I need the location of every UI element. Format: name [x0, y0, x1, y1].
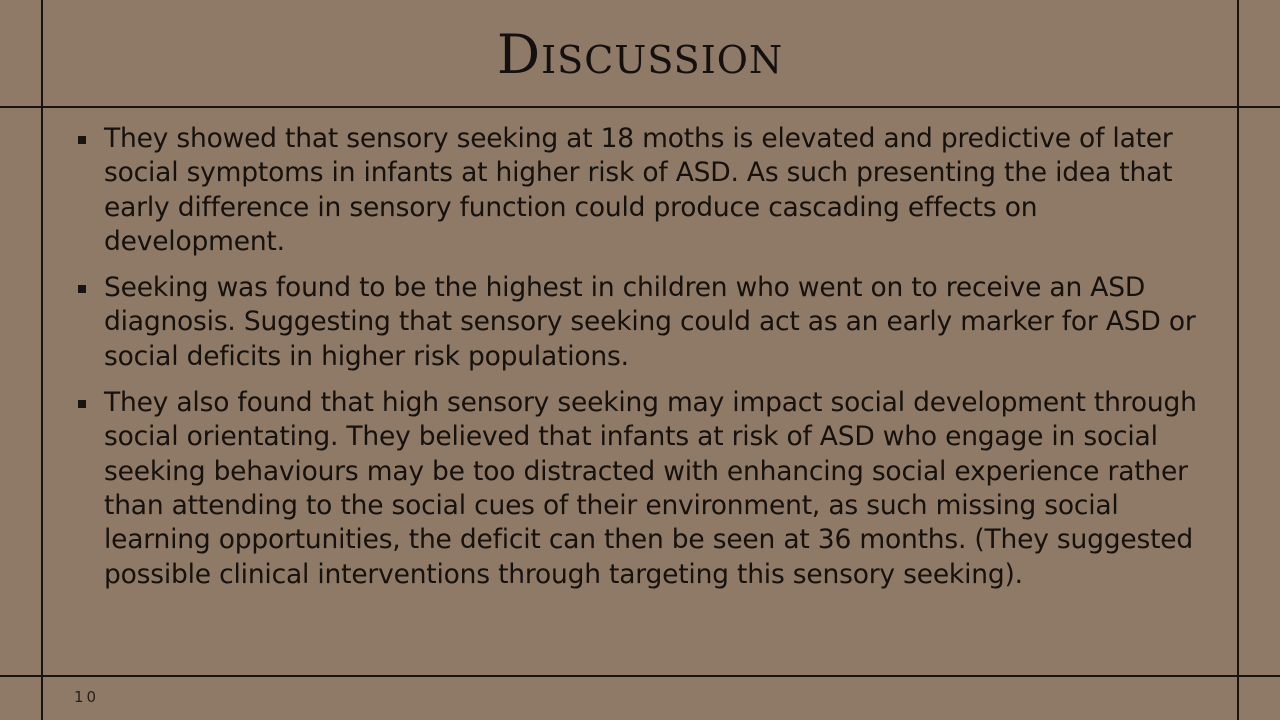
bullet-text: They showed that sensory seeking at 18 moths is elevated and predictive of later social symptoms in infants at higher risk of ASD. As such presenting the idea that early difference in sensory function could produce cascading effects on development.	[104, 123, 1173, 257]
slide-title: Discussion	[496, 23, 784, 86]
bullet-item	[76, 271, 1216, 374]
page-number: 10	[74, 688, 100, 706]
left-frame-line	[41, 0, 43, 720]
bullet-list	[76, 122, 1216, 604]
square-bullet-icon	[78, 400, 86, 408]
right-frame-line	[1237, 0, 1239, 720]
bullet-item	[76, 122, 1216, 259]
square-bullet-icon	[78, 136, 86, 144]
bullet-text: Seeking was found to be the highest in children who went on to receive an ASD diagnosis. Suggesting that sensory seeking could act as an early marker for ASD or social deficits in higher risk populations.	[104, 272, 1196, 372]
footer-divider-line	[0, 675, 1280, 677]
title-divider-line	[0, 106, 1280, 108]
square-bullet-icon	[78, 285, 86, 293]
bullet-item	[76, 386, 1216, 592]
bullet-text: They also found that high sensory seeking may impact social development through social orientating. They believed that infants at risk of ASD who engage in social seeking behaviours may be too distracted with enhancing social experience rather than attending to the social cues of their environment, as such missing social learning opportunities, the deficit can then be seen at 36 months. (They suggested possible clinical interventions through targeting this sensory seeking).	[104, 387, 1197, 590]
